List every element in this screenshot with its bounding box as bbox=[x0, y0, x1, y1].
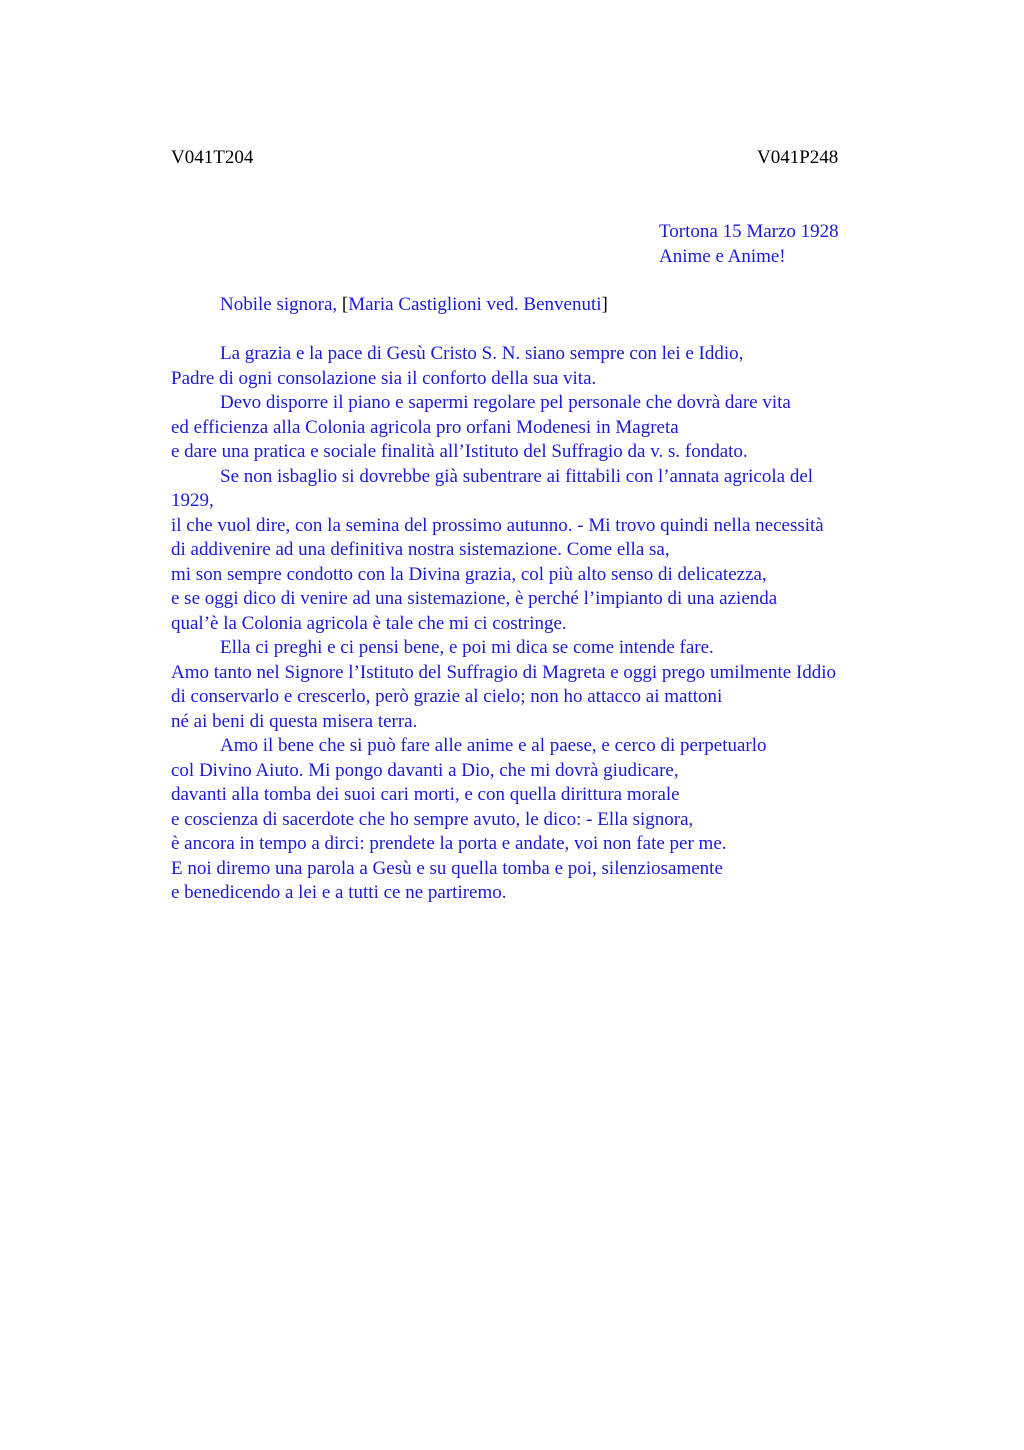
body-line: Ella ci preghi e ci pensi bene, e poi mi dica se come intende fare. bbox=[220, 637, 714, 658]
body-line: davanti alla tomba dei suoi cari morti, e con quella dirittura morale bbox=[171, 784, 680, 805]
body-line: e coscienza di sacerdote che ho sempre avuto, le dico: - Ella signora, bbox=[171, 808, 694, 830]
letter-body bbox=[171, 342, 911, 906]
body-line: La grazia e la pace di Gesù Cristo S. N. siano sempre con lei e Iddio, bbox=[220, 343, 744, 364]
body-line: E noi diremo una parola a Gesù e su quella tomba e poi, silenziosamente bbox=[171, 857, 723, 879]
motto: Anime e Anime! bbox=[659, 245, 786, 267]
body-line: mi son sempre condotto con la Divina grazia, col più alto senso di delicatezza, bbox=[171, 563, 767, 585]
body-line: Se non isbaglio si dovrebbe già subentrare ai fittabili con l’annata agricola del bbox=[220, 465, 814, 487]
body-line: 1929, bbox=[171, 490, 214, 511]
body-line: Padre di ogni consolazione sia il conforto della sua vita. bbox=[171, 367, 597, 389]
document-code-right: V041P248 bbox=[757, 147, 839, 168]
body-line: il che vuol dire, con la semina del prossimo autunno. - Mi trovo quindi nella necessità bbox=[171, 514, 824, 536]
body-line: e benedicendo a lei e a tutti ce ne partiremo. bbox=[171, 882, 507, 903]
body-line: e dare una pratica e sociale finalità all’Istituto del Suffragio da v. s. fondato. bbox=[171, 441, 748, 462]
body-line: Amo tanto nel Signore l’Istituto del Suffragio di Magreta e oggi prego umilmente Iddio bbox=[171, 661, 837, 683]
document-code-left: V041T204 bbox=[171, 147, 254, 168]
dateline bbox=[659, 220, 839, 269]
body-line: né ai beni di questa misera terra. bbox=[171, 710, 418, 732]
salutation bbox=[220, 293, 608, 317]
body-line: di conservarlo e crescerlo, però grazie al cielo; non ho attacco ai mattoni bbox=[171, 686, 723, 707]
recipient-name: Maria Castiglioni ved. Benvenuti bbox=[348, 294, 602, 315]
body-line: Amo il bene che si può fare alle anime e al paese, e cerco di perpetuarlo bbox=[220, 735, 767, 756]
body-line: col Divino Aiuto. Mi pongo davanti a Dio, che mi dovrà giudicare, bbox=[171, 759, 679, 781]
body-line: Devo disporre il piano e sapermi regolare pel personale che dovrà dare vita bbox=[220, 392, 791, 413]
place-date: Tortona 15 Marzo 1928 bbox=[659, 221, 839, 242]
body-line: e se oggi dico di venire ad una sistemazione, è perché l’impianto di una azienda bbox=[171, 588, 778, 609]
body-line: di addivenire ad una definitiva nostra sistemazione. Come ella sa, bbox=[171, 539, 670, 560]
body-line: ed efficienza alla Colonia agricola pro orfani Modenesi in Magreta bbox=[171, 416, 679, 438]
salutation-text: Nobile signora, bbox=[220, 294, 342, 315]
body-line: è ancora in tempo a dirci: prendete la porta e andate, voi non fate per me. bbox=[171, 833, 727, 854]
bracket-open: [ bbox=[341, 294, 349, 315]
bracket-close: ] bbox=[601, 294, 608, 315]
body-line: qual’è la Colonia agricola è tale che mi ci costringe. bbox=[171, 612, 567, 634]
